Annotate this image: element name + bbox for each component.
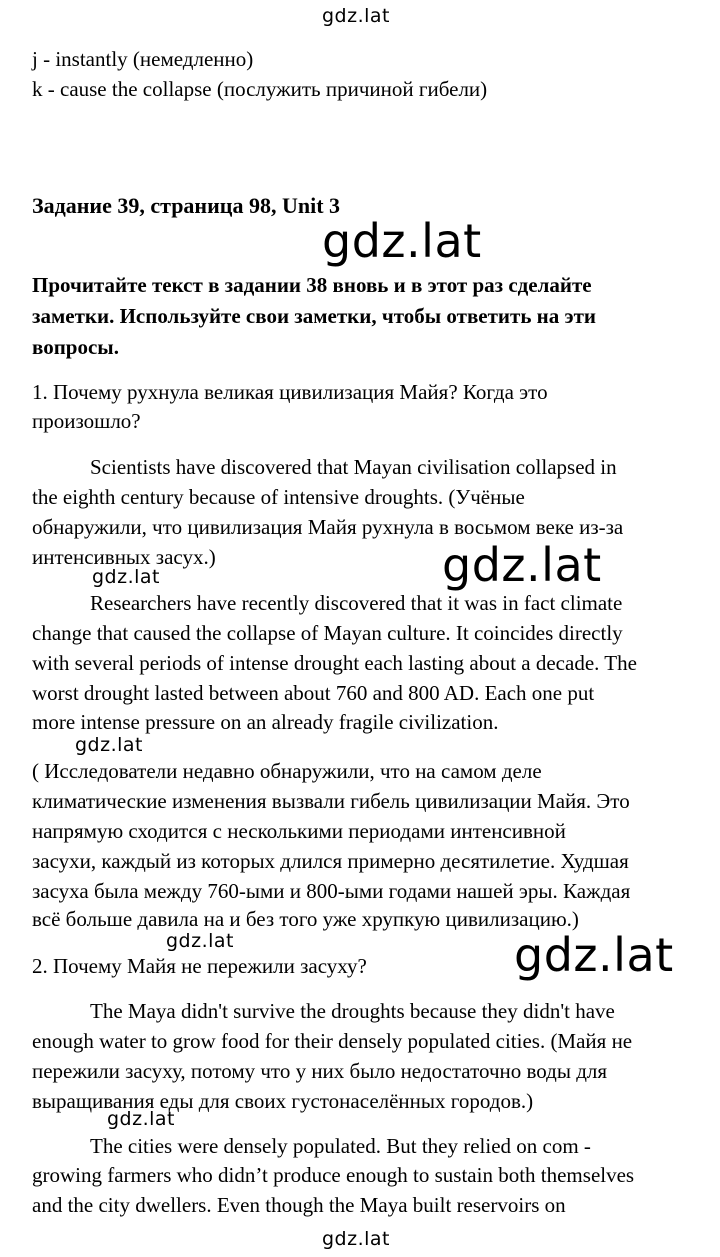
watermark-top: gdz.lat bbox=[322, 5, 391, 27]
answer-1-p2-line-4: worst drought lasted between about 760 and 800 AD. Each one put bbox=[32, 681, 595, 705]
instruction-line-1: Прочитайте текст в задании 38 вновь и в этот раз сделайте bbox=[32, 273, 592, 297]
answer-1-p2-line-3: with several periods of intense drought each lasting about a decade. The bbox=[32, 651, 637, 675]
answer-1-p3-line-3: напрямую сходится с несколькими периодами интенсивной bbox=[32, 819, 566, 843]
answer-2-p1-line-2: enough water to grow food for their densely populated cities. (Майя не bbox=[32, 1029, 633, 1053]
watermark-large-1: gdz.lat bbox=[322, 214, 482, 268]
vocab-line-j: j - instantly (немедленно) bbox=[32, 47, 254, 71]
watermark-small-1: gdz.lat bbox=[92, 566, 161, 588]
task-title: Задание 39, страница 98, Unit 3 bbox=[32, 193, 341, 218]
answer-1-p2-line-5: more intense pressure on an already fragile civilization. bbox=[32, 710, 499, 734]
answer-2-p1-line-4: выращивания еды для своих густонаселённых городов.) bbox=[32, 1089, 534, 1113]
watermark-small-2: gdz.lat bbox=[75, 734, 144, 756]
question-1-line-2: произошло? bbox=[32, 409, 141, 433]
answer-2-p1-line-1: The Maya didn't survive the droughts because they didn't have bbox=[90, 999, 615, 1023]
watermark-small-3: gdz.lat bbox=[166, 930, 235, 952]
answer-1-p3-line-2: климатические изменения вызвали гибель цивилизации Майя. Это bbox=[32, 789, 630, 813]
question-1-line-1: 1. Почему рухнула великая цивилизация Майя? Когда это bbox=[32, 380, 548, 404]
watermark-large-2: gdz.lat bbox=[442, 538, 602, 592]
watermark-bottom: gdz.lat bbox=[322, 1228, 391, 1250]
answer-1-p3-line-4: засухи, каждый из которых длился примерно десятилетие. Худшая bbox=[32, 849, 629, 873]
answer-1-p1-line-2: the eighth century because of intensive droughts. (Учёные bbox=[32, 485, 525, 509]
answer-2-p2-line-3: and the city dwellers. Even though the Maya built reservoirs on bbox=[32, 1193, 566, 1217]
instruction-line-2: заметки. Используйте свои заметки, чтобы ответить на эти bbox=[32, 304, 597, 328]
question-2: 2. Почему Майя не пережили засуху? bbox=[32, 954, 367, 978]
answer-1-p1-line-1: Scientists have discovered that Mayan civilisation collapsed in bbox=[90, 455, 617, 479]
answer-1-p1-line-4: интенсивных засух.) bbox=[32, 545, 216, 569]
answer-1-p3-line-6: всё больше давила на и без того уже хрупкую цивилизацию.) bbox=[32, 907, 579, 931]
answer-1-p2-line-1: Researchers have recently discovered that it was in fact climate bbox=[90, 591, 623, 615]
watermark-small-4: gdz.lat bbox=[107, 1108, 176, 1130]
answer-2-p2-line-1: The cities were densely populated. But they relied on com - bbox=[90, 1134, 591, 1158]
answer-1-p2-line-2: change that caused the collapse of Mayan culture. It coincides directly bbox=[32, 621, 623, 645]
answer-1-p3-line-1: ( Исследователи недавно обнаружили, что на самом деле bbox=[32, 759, 542, 783]
answer-1-p3-line-5: засуха была между 760-ыми и 800-ыми годами нашей эры. Каждая bbox=[32, 879, 631, 903]
instruction-line-3: вопросы. bbox=[32, 335, 119, 359]
watermark-large-3: gdz.lat bbox=[514, 928, 674, 982]
answer-2-p2-line-2: growing farmers who didn’t produce enough to sustain both themselves bbox=[32, 1163, 635, 1187]
vocab-line-k: k - cause the collapse (послужить причиной гибели) bbox=[32, 77, 488, 101]
answer-2-p1-line-3: пережили засуху, потому что у них было недостаточно воды для bbox=[32, 1059, 608, 1083]
answer-1-p1-line-3: обнаружили, что цивилизация Майя рухнула в восьмом веке из-за bbox=[32, 515, 624, 539]
